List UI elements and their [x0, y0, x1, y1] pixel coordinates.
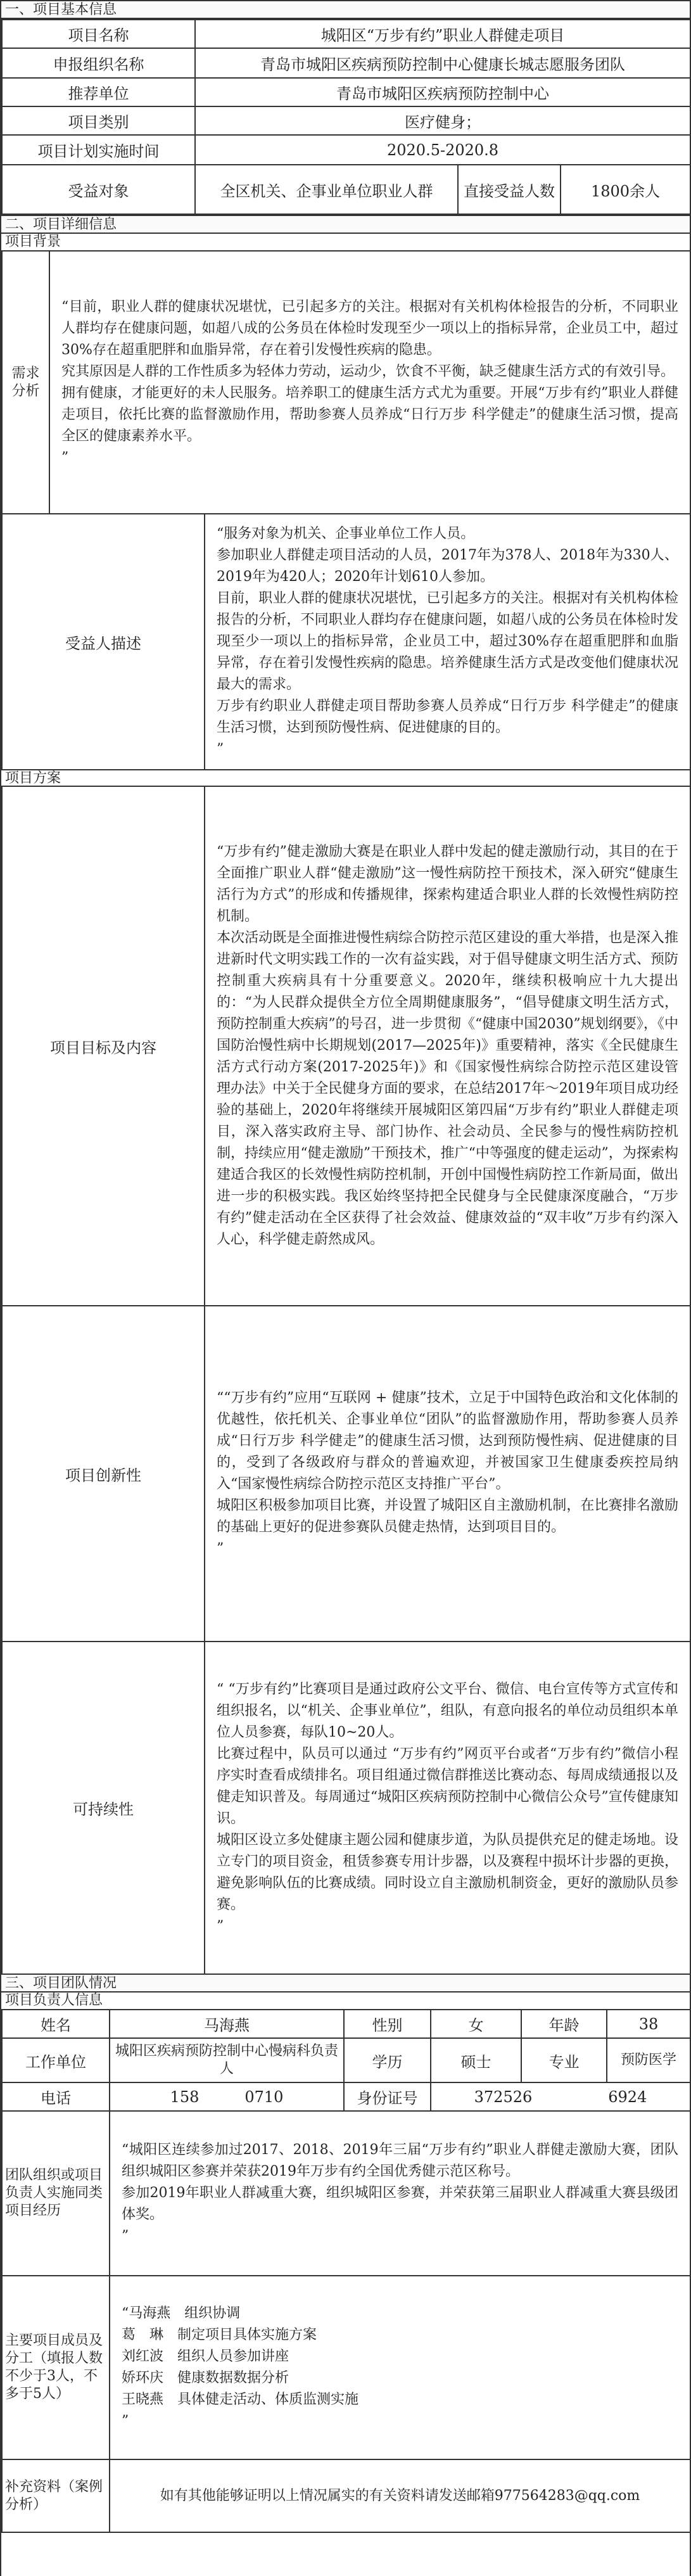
- gender-value: 女: [431, 2010, 521, 2038]
- sustainability-paragraph: 比赛过程中，队员可以通过 “万步有约”网页平台或者“万步有约”微信小程序实时查看成绩排名。项目组通过微信群推送比赛动态、每周成绩通报以及健走知识普及。每周通过“城阳区疾病预防控制中心微信公众号”宣传健康知识。: [217, 1745, 678, 1827]
- needs-paragraph: 究其原因是人群的工作性质多为轻体力劳动，运动少，饮食不平衡，缺乏健康生活方式的有效引导。: [61, 363, 675, 379]
- beneficiary-paragraph: 万步有约职业人群健走项目帮助参赛人员养成“日行万步 科学健走”的健康生活习惯，达到预防慢性病、促进健康的目的。: [217, 698, 678, 736]
- project-name-label: 项目名称: [2, 20, 195, 48]
- major-label: 专业: [521, 2038, 607, 2082]
- beneficiary-paragraph: ”: [217, 741, 224, 757]
- member-line: 葛 琳 制定项目具体实施方案: [122, 2327, 317, 2343]
- members-content: [110, 2276, 690, 2459]
- beneficiary-content: [205, 514, 690, 770]
- beneficiary-paragraph: “服务对象为机关、企事业单位工作人员。: [217, 526, 475, 542]
- background-table: [1, 250, 691, 514]
- needs-paragraph: ”: [61, 449, 69, 466]
- goal-paragraph: “万步有约”健走激励大赛是在职业人群中发起的健走激励行动，其目的在于全面推广职业人群“健走激励”这一慢性病防控干预技术，深入研究“健康生活行为方式”的形成和传播规律，探索构建适合职业人群的长效慢性病防控机制。: [217, 844, 678, 924]
- leader-table: [1, 2009, 691, 2533]
- recommender-label: 推荐单位: [2, 78, 195, 106]
- needs-label: 需求分析: [2, 251, 49, 514]
- direct-beneficiaries-label: 直接受益人数: [458, 165, 561, 214]
- id-number-value: 372526 6924: [431, 2082, 690, 2111]
- needs-content: [49, 251, 690, 514]
- needs-paragraph: 拥有健康，才能更好的未人民服务。培养职工的健康生活方式尤为重要。开展“万步有约”职业人群健走项目，依托比赛的监督激励作用，帮助参赛人员养成“日行万步 科学健走”的健康生活习惯，提高全区的健康素养水平。: [61, 385, 678, 444]
- innovation-paragraph: 城阳区积极参加项目比赛，并设置了城阳区自主激励机制，在比赛排名激励的基础上更好的促进参赛队员健走热情，达到项目目的。: [217, 1498, 678, 1535]
- education-label: 学历: [344, 2038, 431, 2082]
- experience-content: [110, 2111, 690, 2276]
- innovation-content: [205, 1306, 690, 1642]
- goal-content: [205, 786, 690, 1306]
- org-label: 申报组织名称: [2, 48, 195, 78]
- id-number-label: 身份证号: [344, 2082, 431, 2111]
- phone-label: 电话: [2, 2082, 110, 2111]
- experience-paragraph: 参加2019年职业人群减重大赛，组织城阳区参赛，并荣获第三届职业人群减重大赛县级团体奖。: [122, 2185, 678, 2222]
- sustainability-paragraph: “ “万步有约”比赛项目是通过政府公文平台、微信、电台宣传等方式宣传和组织报名，以“机关、企事业单位”，组队，有意向报名的单位动员组织本单位人员参赛，每队10~20人。: [217, 1681, 678, 1740]
- category-label: 项目类别: [2, 106, 195, 135]
- period-value: 2020.5-2020.8: [195, 135, 690, 165]
- subsection-plan: 项目方案: [1, 769, 690, 787]
- innovation-label: 项目创新性: [2, 1306, 205, 1642]
- supplement-value: 如有其他能够证明以上情况属实的有关资料请发送邮箱977564283@qq.com: [110, 2459, 690, 2532]
- age-label: 年龄: [521, 2010, 607, 2038]
- member-line: 刘红波 组织人员参加讲座: [122, 2349, 289, 2364]
- section-basic-info: 一、项目基本信息: [1, 0, 690, 19]
- member-line: ”: [122, 2413, 129, 2429]
- subsection-leader: 项目负责人信息: [1, 1993, 690, 2010]
- innovation-paragraph: ““万步有约”应用“互联网 + 健康”技术，立足于中国特色政治和文化体制的优越性，依托机关、企事业单位“团队”的监督激励作用，帮助参赛人员养成“日行万步 科学健走”的健康生活习惯，达到预防慢性病、促进健康的目的，受到了各级政府与群众的普遍欢迎，并被国家卫生健康委疾控局纳入“国家慢性病综合防控示范区支持推广平台”。: [217, 1390, 678, 1492]
- major-value: 预防医学: [607, 2038, 690, 2082]
- goal-label: 项目目标及内容: [2, 786, 205, 1306]
- section-detail-info: 二、项目详细信息: [1, 215, 690, 234]
- experience-label: 团队组织或项目负责人实施同类项目经历: [2, 2111, 110, 2276]
- experience-paragraph: “城阳区连续参加过2017、2018、2019年三届“万步有约”职业人群健走激励大赛，团队组织城阳区参赛并荣获2019年万步有约全国优秀健示范区称号。: [122, 2142, 678, 2179]
- subsection-background: 项目背景: [1, 234, 690, 252]
- beneficiary-paragraph: 参加职业人群健走项目活动的人员，2017年为378人、2018年为330人、2019年为420人；2020年计划610人参加。: [217, 547, 678, 585]
- period-label: 项目计划实施时间: [2, 135, 195, 165]
- work-unit-label: 工作单位: [2, 2038, 110, 2082]
- beneficiary-table: [1, 513, 691, 770]
- beneficiary-paragraph: 目前，职业人群的健康状况堪忧，已引起多方的关注。根据对有关机构体检报告的分析，不同职业人群均存在健康问题，如超八成的公务员在体检时发现至少一项以上的指标异常，企业员工中，超过30%存在超重肥胖和血脂异常，存在着引发慢性疾病的隐患。培养健康生活方式是改变他们健康状况最大的需求。: [217, 590, 678, 692]
- phone-value: 158 0710: [110, 2082, 344, 2111]
- leader-name-value: 马海燕: [110, 2010, 344, 2038]
- member-line: 娇环庆 健康数据数据分析: [122, 2370, 289, 2386]
- basic-info-table: [1, 19, 691, 215]
- supplement-label: 补充资料（案例分析）: [2, 2459, 110, 2532]
- sustainability-label: 可持续性: [2, 1642, 205, 1974]
- direct-beneficiaries-value: 1800余人: [561, 165, 690, 214]
- experience-paragraph: ”: [122, 2228, 129, 2244]
- member-line: 王晓燕 具体健走活动、体质监测实施: [122, 2392, 359, 2407]
- recommender-value: 青岛市城阳区疾病预防控制中心: [195, 78, 690, 106]
- members-label: 主要项目成员及分工（填报人数不少于3人，不多于5人）: [2, 2276, 110, 2459]
- project-name-value: 城阳区“万步有约”职业人群健走项目: [195, 20, 690, 48]
- section-team-info: 三、项目团队情况: [1, 1973, 690, 1993]
- age-value: 38: [607, 2010, 690, 2038]
- beneficiary-label: 受益人描述: [2, 514, 205, 770]
- gender-label: 性别: [344, 2010, 431, 2038]
- work-unit-value: 城阳区疾病预防控制中心慢病科负责人: [110, 2038, 344, 2082]
- sustainability-paragraph: ”: [217, 1918, 224, 1934]
- org-value: 青岛市城阳区疾病预防控制中心健康长城志愿服务团队: [195, 48, 690, 78]
- needs-paragraph: “目前，职业人群的健康状况堪忧，已引起多方的关注。根据对有关机构体检报告的分析，不同职业人群均存在健康问题，如超八成的公务员在体检时发现至少一项以上的指标异常，企业员工中，超过30%存在超重肥胖和血脂异常，存在着引发慢性疾病的隐患。: [61, 298, 678, 358]
- category-value: 医疗健身；: [195, 106, 690, 135]
- leader-name-label: 姓名: [2, 2010, 110, 2038]
- plan-table: [1, 786, 691, 1975]
- education-value: 硕士: [431, 2038, 521, 2082]
- target-label: 受益对象: [2, 165, 195, 214]
- target-value: 全区机关、企事业单位职业人群: [195, 165, 458, 214]
- member-line: “马海燕 组织协调: [122, 2305, 241, 2321]
- sustainability-paragraph: 城阳区设立多处健康主题公园和健康步道，为队员提供充足的健走场地。设立专门的项目资金，租赁参赛专用计步器，以及赛程中损坏计步器的更换，避免影响队伍的比赛成绩。同时设立自主激励机制资金，更好的激励队员参赛。: [217, 1832, 678, 1913]
- innovation-paragraph: ”: [217, 1541, 224, 1557]
- sustainability-content: [205, 1642, 690, 1974]
- goal-paragraph: 本次活动既是全面推进慢性病综合防控示范区建设的重大举措，也是深入推进新时代文明实践工作的一次有益实践，对于倡导健康文明生活方式、预防控制重大疾病具有十分重要意义。2020年，继续积极响应十九大提出的：“为人民群众提供全方位全周期健康服务”，“倡导健康文明生活方式，预防控制重大疾病”的号召，进一步贯彻《“健康中国2030”规划纲要》，《中国防治慢性病中长期规划(2017—2025年)》重要精神，落实《全民健康生活方式行动方案(2017-2025年)》和《国家慢性病综合防控示范区建设管理办法》中关于全民健身方面的要求，在总结2017年～2019年项目成功经验的基础上，2020年将继续开展城阳区第四届“万步有约”职业人群健走项目，深入落实政府主导、部门协作、社会动员、全民参与的慢性病防控机制，持续应用“健走激励”干预技术，推广“中等强度的健走运动”，为探索构建适合我区的长效慢性病防控机制，开创中国慢性病防控工作新局面，做出进一步的积极实践。我区始终坚持把全民健身与全民健康深度融合，“万步有约”健走活动在全区获得了社会效益、健康效益的“双丰收”万步有约深入人心，科学健走蔚然成风。: [217, 930, 678, 1247]
